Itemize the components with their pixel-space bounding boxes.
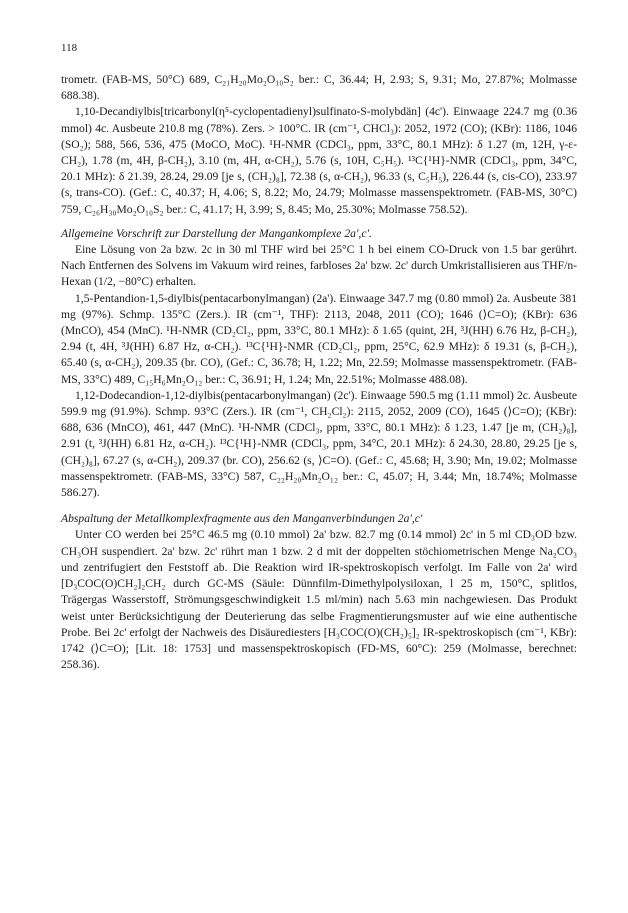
cleavage-paragraph: Unter CO werden bei 25°C 46.5 mg (0.10 mmol) 2a' bzw. 82.7 mg (0.14 mmol) 2c' in 5 ml CD₃OD bzw. CH₃OH suspendiert. 2a' bzw. 2c' rührt man 1 bzw. 2 d mit der doppelten stöchiometrischen Menge Na₂CO₃ und zentrifugiert den Feststoff ab. Die Reaktion wird IR-spektroskopisch verfolgt. Im Falle von 2a' wird [D₃COC(O)CH₂]₂CH₂ durch GC-MS (Säule: Dünnfilm-Dimethylpolysiloxan, l 25 m, 150°C, splitlos, Trägergas Wasserstoff, Strömungsgeschwindigkeit 1.5 ml/min) nach 5.63 min nachgewiesen. Das Produkt weist unter Berücksichtigung der Deuterierung das selbe Fragmentierungsmuster auf wie eine authentische Probe. Bei 2c' erfolgt der Nachweis des Disäurediesters [H₃COC(O)(CH₂)₅]₂ IR-spektroskopisch (cm⁻¹, KBr): 1742 (⟩C=O); [Lit. 18: 1753] und massenspektroskopisch (FD-MS, 60°C): 259 (Molmasse, berechnet: 258.36). <box>61 528 577 672</box>
compound-2a-paragraph: 1,5-Pentandion-1,5-diylbis(pentacarbonylmangan) (2a'). Einwaage 347.7 mg (0.80 mmol) 2a. Ausbeute 381 mg (97%). Schmp. 135°C (Zers.). IR (cm⁻¹, THF): 2113, 2048, 2011 (CO); 1646 (⟩C=O); (KBr): 636 (MnCO), 454 (MnC). ¹H-NMR (CD₂Cl₂, ppm, 33°C, 80.1 MHz): δ 1.65 (quint, 2H, ³J(HH) 6.76 Hz, β-CH₂), 2.94 (t, 4H, ³J(HH) 6.87 Hz, α-CH₂). ¹³C{¹H}-NMR (CD₂Cl₂, ppm, 25°C, 62.9 MHz): δ 19.31 (s, β-CH₂), 65.40 (s, α-CH₂), 209.35 (br. CO), (Gef.: C, 36.78; H, 1.22; Mn, 22.59; Molmasse massenspektrometr. (FAB-MS, 33°C) 489, C₁₅H₆Mn₂O₁₂ ber.: C, 36.91; H, 1.24; Mn, 22.51%; Molmasse 488.08). <box>61 291 577 386</box>
paragraph: trometr. (FAB-MS, 50°C) 689, C₂₁H₂₀Mo₂O₁₀S₂ ber.: C, 36.44; H, 2.93; S, 9.31; Mo, 27.87%; Molmasse 688.38). <box>61 73 577 103</box>
procedure-paragraph: Eine Lösung von 2a bzw. 2c in 30 ml THF wird bei 25°C 1 h bei einem CO-Druck von 1.5 bar gerührt. Nach Entfernen des Solvens im Vakuum wird reines, farbloses 2a' bzw. 2c' durch Umkristallisieren aus THF/n-Hexan (1/2, −80°C) erhalten. <box>61 243 577 289</box>
compound-2c-paragraph: 1,12-Dodecandion-1,12-diylbis(pentacarbonylmangan) (2c'). Einwaage 590.5 mg (1.11 mmol) 2c. Ausbeute 599.9 mg (91.9%). Schmp. 93°C (Zers.). IR (cm⁻¹, CH₂Cl₂): 2115, 2052, 2009 (CO), 1645 (⟩C=O); (KBr): 688, 636 (MnCO), 461, 447 (MnC). ¹H-NMR (CDCl₃, ppm, 33°C, 80.1 MHz): δ 1.23, 1.47 [je m, (CH₂)₈], 2.91 (t, ³J(HH) 6.81 Hz, α-CH₂). ¹³C{¹H}-NMR (CDCl₃, ppm, 34°C, 20.1 MHz): δ 24.30, 28.80, 29.25 [je s, (CH₂)₈], 67.27 (s, α-CH₂), 209.37 (br. CO), 256.62 (s, ⟩C=O). (Gef.: C, 45.68; H, 3.90; Mn, 19.02; Molmasse massenspektrometr. (FAB-MS, 33°C) 587, C₂₂H₂₀Mn₂O₁₂ ber.: C, 45.07; H, 3.44; Mn, 18.74%; Molmasse 586.27). <box>61 388 577 500</box>
section-heading: Allgemeine Vorschrift zur Darstellung der Mangankomplexe 2a',c'. <box>61 226 372 240</box>
section-heading: Abspaltung der Metallkomplexfragmente aus den Manganverbindungen 2a',c' <box>61 512 423 526</box>
page-number: 118 <box>61 42 78 54</box>
body-text <box>61 72 577 673</box>
compound-4c-paragraph: 1,10-Decandiylbis[tricarbonyl(η⁵-cyclopentadienyl)sulfinato-S-molybdän] (4c'). Einwaage 224.7 mg (0.36 mmol) 4c. Ausbeute 210.8 mg (78%). Zers. > 100°C. IR (cm⁻¹, CHCl₃): 2052, 1972 (CO); (KBr): 1186, 1046 (SO₂); 588, 566, 536, 475 (MoCO, MoC). ¹H-NMR (CDCl₃, ppm, 33°C, 80.1 MHz): δ 1.27 (m, 12H, γ-ε-CH₂), 1.78 (m, 4H, β-CH₂), 3.10 (m, 4H, α-CH₂), 5.76 (s, 10H, C₅H₅). ¹³C{¹H}-NMR (CDCl₃, ppm, 34°C, 20.1 MHz): δ 21.39, 28.24, 29.09 [je s, (CH₂)₈], 72.38 (s, α-CH₂), 96.33 (s, C₅H₅), 226.44 (s, cis-CO), 233.97 (s, trans-CO). (Gef.: C, 40.37; H, 4.06; S, 8.22; Mo, 24.79; Molmasse massenspektrometr. (FAB-MS, 30°C) 759, C₂₆H₃₀Mo₂O₁₀S₂ ber.: C, 41.17; H, 3.99; S, 8.45; Mo, 25.30%; Molmasse 758.52). <box>61 105 577 216</box>
